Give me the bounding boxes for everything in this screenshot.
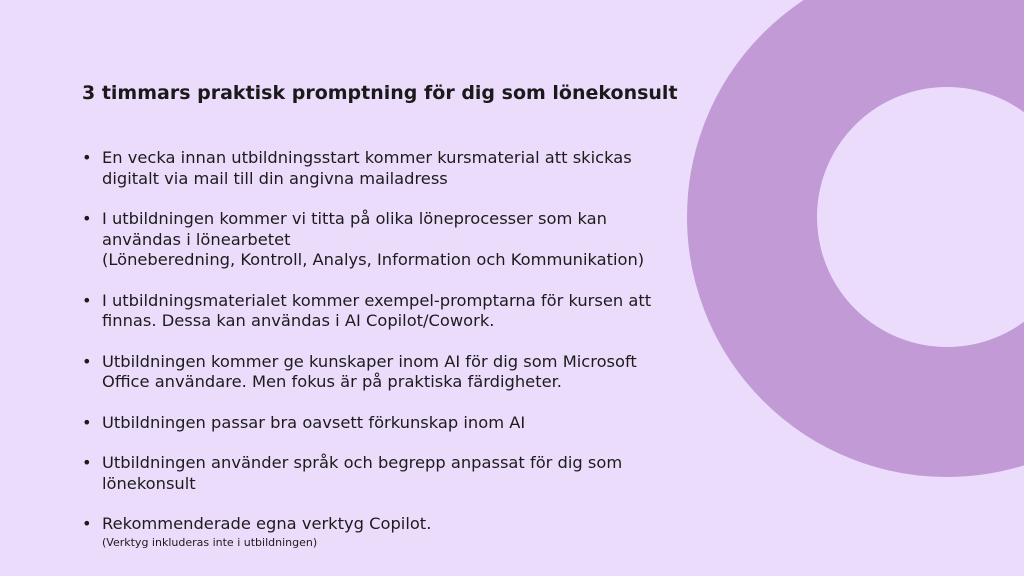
bullet-item [82, 514, 722, 550]
bullet-text-line: lönekonsult [102, 473, 196, 493]
bullet-icon: • [82, 290, 92, 310]
bullet-text-line: (Löneberedning, Kontroll, Analys, Information och Kommunikation) [102, 250, 645, 269]
bullet-text-line: I utbildningen kommer vi titta på olika löneprocesser som kan [102, 209, 607, 228]
bullet-item [82, 209, 722, 271]
bullet-text-line: I utbildningsmaterialet kommer exempel-promptarna för kursen att [102, 290, 652, 310]
bullet-note: (Verktyg inkluderas inte i utbildningen) [102, 535, 318, 549]
bullet-text-line: användas i lönearbetet [102, 229, 291, 249]
bullet-icon: • [82, 514, 92, 533]
bullet-item [82, 453, 722, 494]
bullet-text-line: digitalt via mail till din angivna mailadress [102, 168, 448, 188]
bullet-icon: • [82, 351, 92, 371]
bullet-text-line: Utbildningen använder språk och begrepp anpassat för dig som [102, 453, 623, 472]
bullet-item [82, 148, 722, 189]
bullet-item [82, 352, 722, 393]
bullet-text-line: Rekommenderade egna verktyg Copilot. [102, 514, 432, 533]
bullet-text-line: finnas. Dessa kan användas i AI Copilot/Cowork. [102, 311, 495, 330]
bullet-item [82, 413, 722, 434]
decorative-ring [687, 0, 1024, 477]
bullet-text-line: En vecka innan utbildningsstart kommer kursmaterial att skickas [102, 148, 632, 167]
bullet-text-line: Utbildningen passar bra oavsett förkunskap inom AI [102, 412, 526, 432]
bullet-icon: • [82, 412, 92, 432]
bullet-text-line: Office användare. Men fokus är på praktiska färdigheter. [102, 372, 562, 391]
bullet-icon: • [82, 209, 92, 228]
bullet-icon: • [82, 148, 92, 167]
slide-title: 3 timmars praktisk promptning för dig som lönekonsult [82, 82, 678, 104]
bullet-list [82, 148, 722, 570]
bullet-text-line: Utbildningen kommer ge kunskaper inom AI för dig som Microsoft [102, 351, 637, 371]
bullet-icon: • [82, 453, 92, 472]
bullet-item [82, 291, 722, 332]
